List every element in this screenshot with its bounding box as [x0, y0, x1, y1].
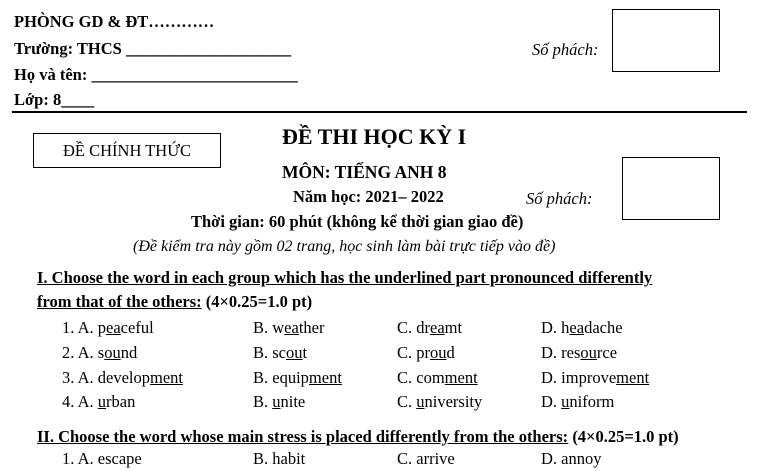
exam-subject: MÔN: TIẾNG ANH 8 [282, 162, 447, 182]
answer-option[interactable] [253, 318, 324, 338]
option-text: D. h [541, 318, 570, 337]
answer-option[interactable] [62, 343, 137, 363]
answer-option[interactable] [541, 318, 623, 338]
underlined-part: ea [430, 318, 445, 337]
answer-option[interactable] [541, 343, 617, 363]
header-divider [12, 111, 747, 113]
underlined-part: u [97, 392, 107, 411]
underlined-part: ou [286, 343, 303, 362]
option-text: niversity [424, 392, 483, 411]
answer-option[interactable] [397, 318, 462, 338]
option-text: 1. A. p [62, 318, 107, 337]
underlined-part: u [416, 392, 425, 411]
question-row [0, 368, 762, 390]
so-phach-box-2 [622, 157, 720, 220]
answer-option[interactable] [253, 368, 342, 388]
answer-option[interactable] [62, 368, 183, 388]
section2-points: (4×0.25=1.0 pt) [568, 427, 679, 446]
section1-title-line2 [37, 292, 312, 312]
option-text: ceful [120, 318, 154, 337]
answer-option[interactable] [62, 318, 154, 338]
underlined-part: ea [284, 318, 299, 337]
option-text: D. res [541, 343, 581, 362]
option-text: nd [120, 343, 138, 362]
answer-option[interactable] [62, 392, 135, 412]
class-field[interactable]: Lớp: 8____ [14, 90, 95, 109]
underlined-part: ment [616, 368, 650, 387]
underlined-part: ou [104, 343, 121, 362]
option-text: C. dr [397, 318, 430, 337]
question-row [0, 318, 762, 340]
official-stamp-label: ĐỀ CHÍNH THỨC [63, 141, 191, 160]
so-phach-label-2: Số phách: [526, 189, 593, 208]
section1-points: (4×0.25=1.0 pt) [201, 292, 313, 311]
underlined-part: ea [106, 318, 121, 337]
section2-title-text: II. Choose the word whose main stress is placed differently from the others: [37, 427, 569, 446]
option-text: d [446, 343, 455, 362]
option-text: 2. A. s [62, 343, 105, 362]
exam-duration: Thời gian: 60 phút (không kể thời gian giao đề) [191, 212, 524, 231]
answer-option[interactable] [541, 392, 614, 412]
so-phach-box-1 [612, 9, 720, 72]
question-row [0, 449, 762, 471]
school-year: Năm học: 2021– 2022 [293, 187, 444, 206]
option-text: B. [253, 392, 273, 411]
section1-title-text-2: from that of the others: [37, 292, 202, 311]
option-text: D. improve [541, 368, 617, 387]
underlined-part: ea [569, 318, 585, 337]
option-text: rban [106, 392, 136, 411]
option-text: rce [596, 343, 618, 362]
option-text: mt [444, 318, 463, 337]
answer-option[interactable] [253, 343, 307, 363]
option-text: D. [541, 392, 562, 411]
option-text: C. [397, 392, 417, 411]
option-text: 3. A. develop [62, 368, 150, 387]
option-text: ther [298, 318, 325, 337]
question-row [0, 343, 762, 365]
section1-title-line1 [37, 268, 652, 288]
option-text: 4. A. [62, 392, 98, 411]
option-text: B. equip [253, 368, 309, 387]
option-text: B. sc [253, 343, 286, 362]
underlined-part: ment [444, 368, 478, 387]
answer-option[interactable] [397, 343, 455, 363]
department-label: PHÒNG GD & ĐT………… [14, 12, 215, 31]
answer-option[interactable] [541, 368, 649, 388]
underlined-part: u [561, 392, 570, 411]
exam-title: ĐỀ THI HỌC KỲ I [282, 124, 467, 149]
official-stamp-box [33, 133, 221, 168]
underlined-part: ou [580, 343, 597, 362]
answer-option[interactable] [397, 368, 478, 388]
section1-title-text: I. Choose the word in each group which has the underlined part pronounced differently [37, 268, 653, 287]
answer-option[interactable]: C. arrive [397, 449, 455, 468]
so-phach-label-1: Số phách: [532, 40, 599, 59]
section2-title-line [37, 427, 679, 447]
underlined-part: ment [150, 368, 183, 387]
student-name-field[interactable]: Họ và tên: _________________________ [14, 65, 298, 84]
answer-option[interactable]: B. habit [253, 449, 306, 468]
option-text: C. pr [397, 343, 430, 362]
answer-option[interactable] [253, 392, 305, 412]
exam-note: (Đề kiểm tra này gồm 02 trang, học sinh làm bài trực tiếp vào đề) [133, 238, 556, 255]
answer-option[interactable] [397, 392, 482, 412]
underlined-part: u [272, 392, 281, 411]
answer-option[interactable]: 1. A. escape [62, 449, 142, 468]
option-text: B. w [253, 318, 285, 337]
option-text: C. com [397, 368, 445, 387]
school-field[interactable]: Trường: THCS ____________________ [14, 39, 291, 58]
option-text: niform [569, 392, 615, 411]
underlined-part: ment [308, 368, 342, 387]
option-text: t [302, 343, 308, 362]
underlined-part: ou [430, 343, 447, 362]
answer-option[interactable]: D. annoy [541, 449, 602, 468]
option-text: nite [280, 392, 306, 411]
option-text: dache [584, 318, 623, 337]
question-row [0, 392, 762, 414]
